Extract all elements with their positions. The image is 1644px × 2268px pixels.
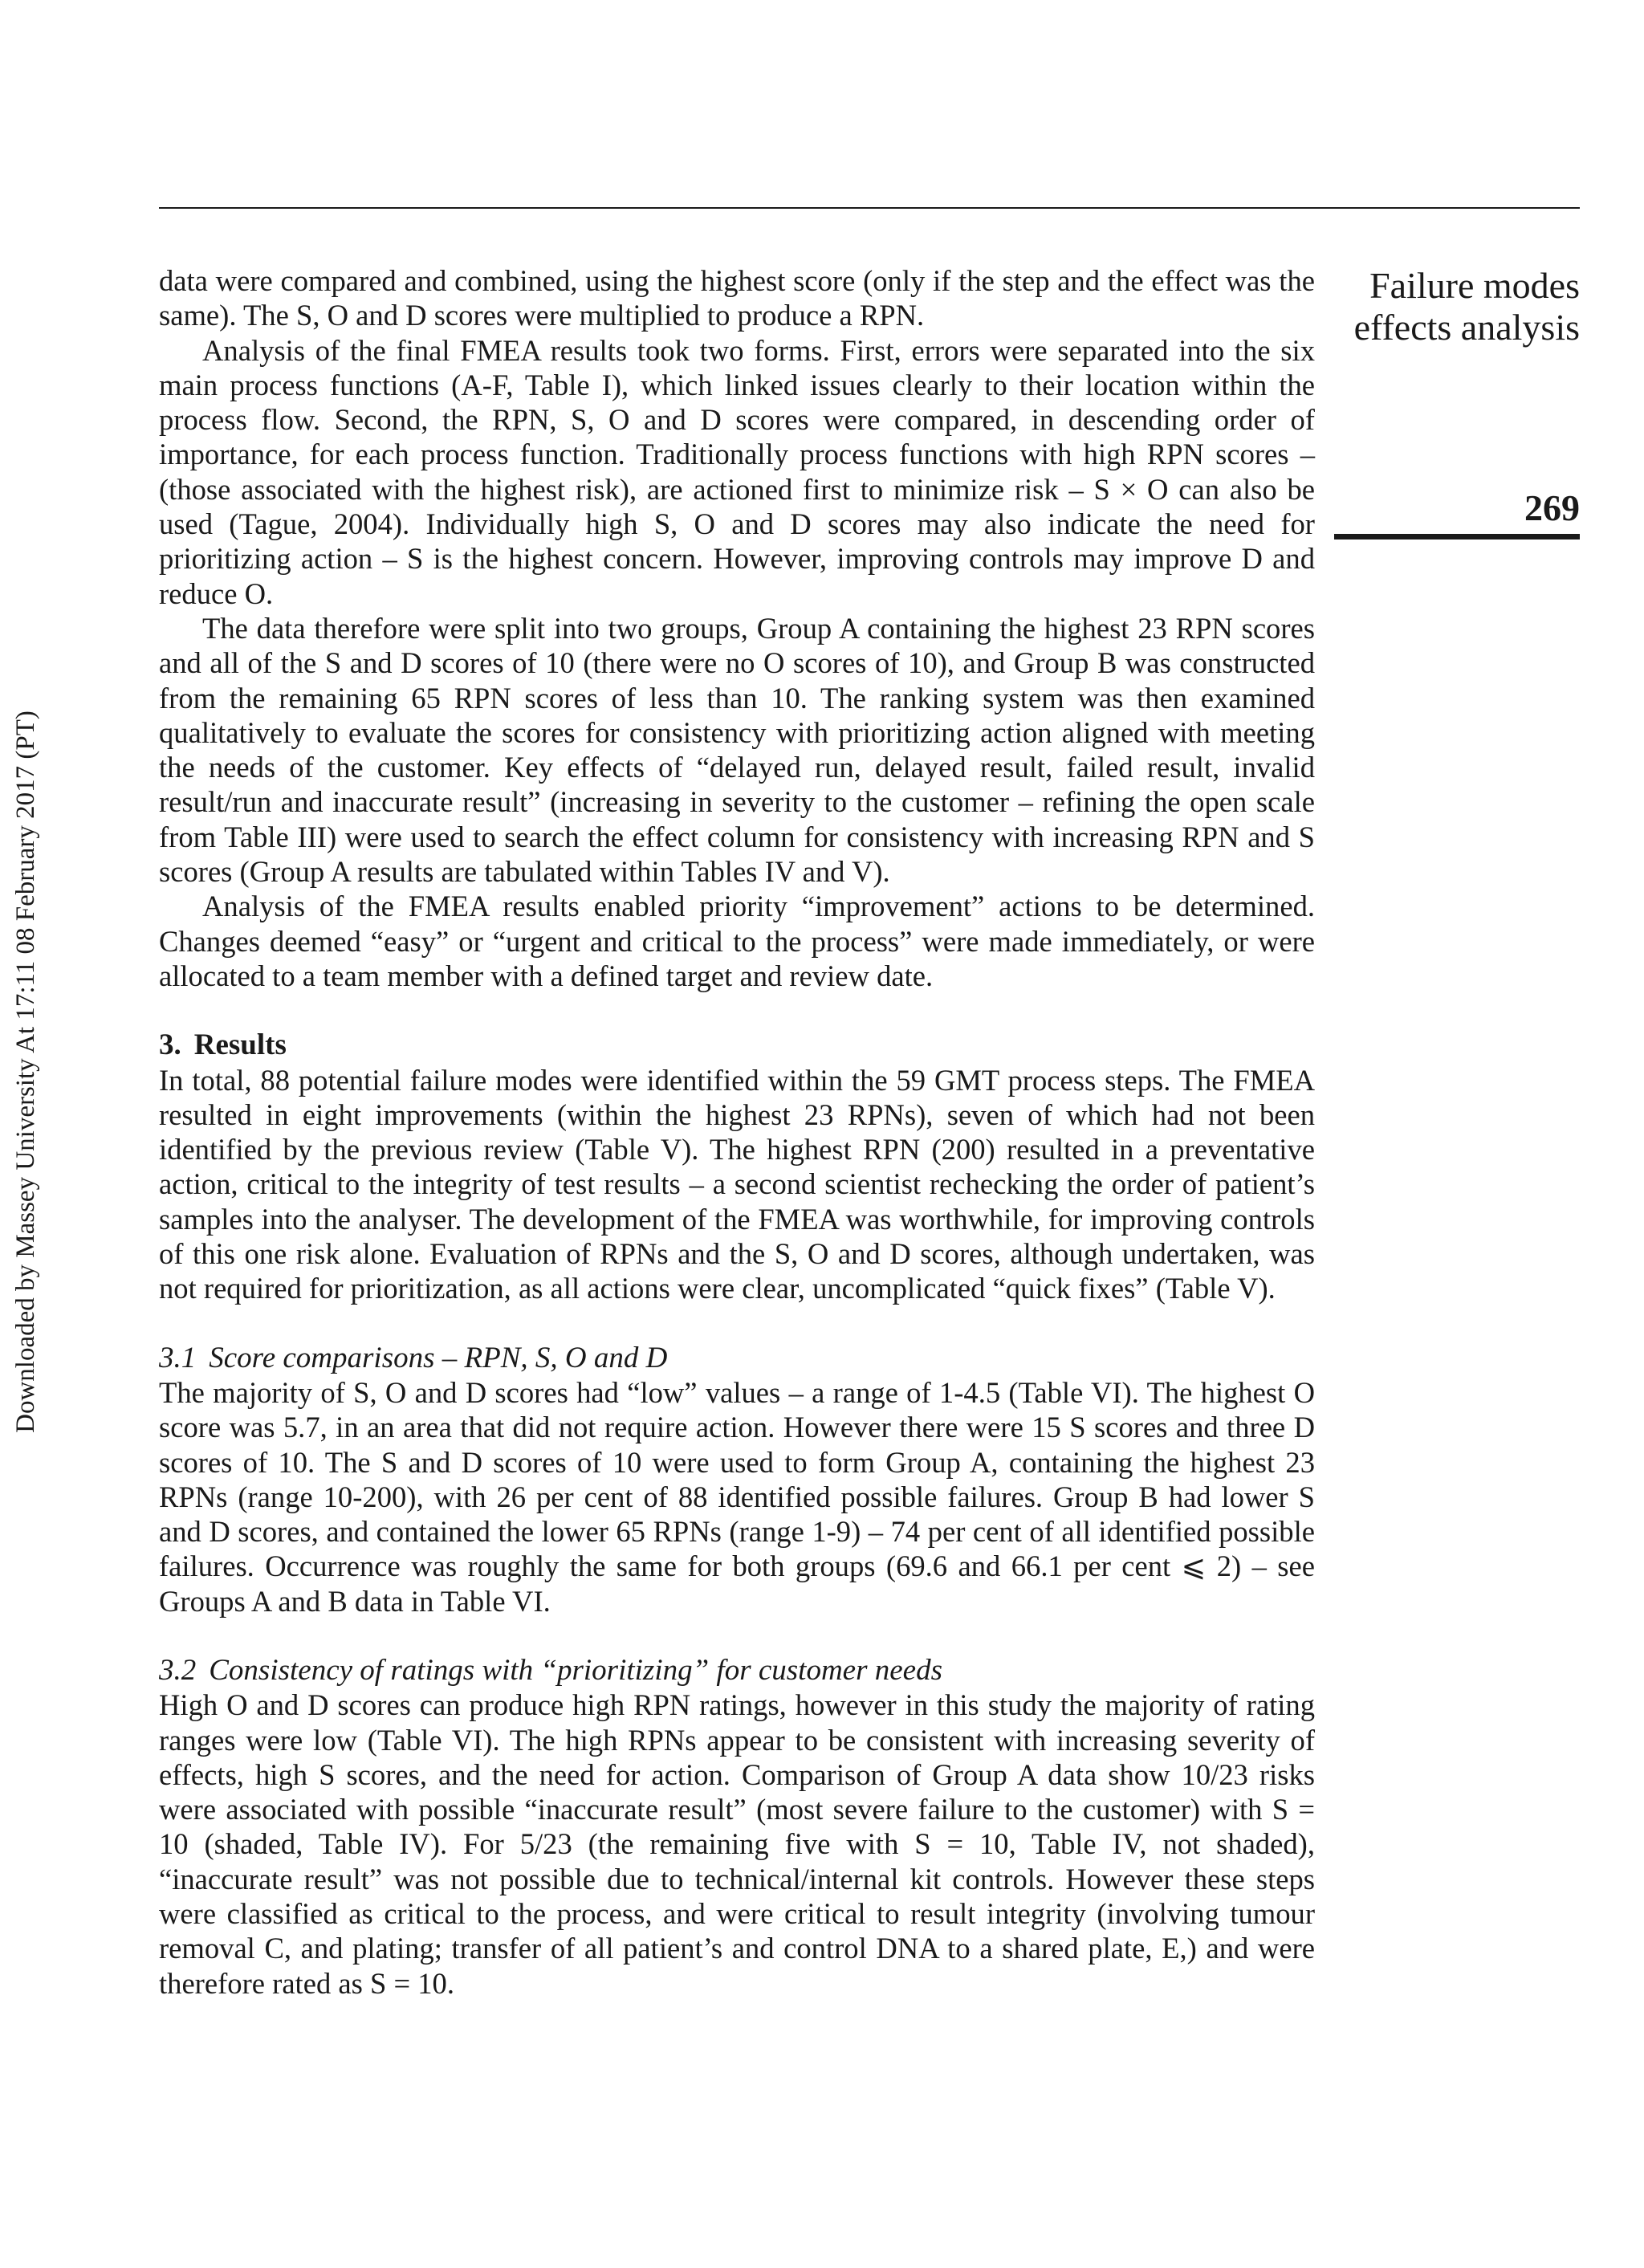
section-number: 3. [159,1028,181,1062]
paragraph-consistency: High O and D scores can produce high RPN ratings, however in this study the majority of rating ranges were low (Table VI). The high RPNs appear to be consistent with increasing severity of effects, high S scores, and the need for action. Comparison of Group A data show 10/23 risks were associated with possible “inaccurate result” (most severe failure to the customer) with S = 10 (shaded, Table IV). For 5/23 (the remaining five with S = 10, Table IV, not shaded), “inaccurate result” was not possible due to technical/internal kit controls. However these steps were classified as critical to the process, and were critical to result integrity (involving tumour removal C, and plating; transfer of all patient’s and control DNA to a shared plate, E,) and were therefore rated as S = 10. [159,1688,1315,2000]
section-title: Results [193,1028,287,1062]
paragraph-results: In total, 88 potential failure modes were identified within the 59 GMT process steps. The FMEA resulted in eight improvements (within the highest 23 RPNs), seven of which had not been identified by the previous review (Table V). The highest RPN (200) resulted in a preventative action, critical to the integrity of test results – a second scientist rechecking the order of patient’s samples into the analyser. The development of the FMEA was worthwhile, for improving controls of this one risk alone. Evaluation of RPNs and the S, O and D scores, although undertaken, was not required for prioritization, as all actions were clear, uncomplicated “quick fixes” (Table V). [159,1063,1315,1305]
page-number: 269 [1524,487,1580,528]
running-head-line-2: effects analysis [1353,307,1580,348]
header-rule [159,207,1580,209]
article-body [159,263,1315,2001]
paragraph-analysis: Analysis of the final FMEA results took two forms. First, errors were separated into the six main process functions (A-F, Table I), which linked issues clearly to their location within the process flow. Second, the RPN, S, O and D scores were compared, in descending order of importance, for each process function. Traditionally process functions with high RPN scores – (those associated with the highest risk), are actioned first to minimize risk – S × O can also be used (Tague, 2004). Individually high S, O and D scores may also indicate the need for prioritizing action – S is the highest concern. However, improving controls may improve D and reduce O. [159,333,1315,610]
section-heading-results [159,1028,1315,1062]
subsection-heading-consistency [159,1653,1315,1688]
paragraph-improvements: Analysis of the FMEA results enabled priority “improvement” actions to be determined. Changes deemed “easy” or “urgent and critical to the process” were made immediately, or were allocated to a team member with a defined target and review date. [159,890,1315,992]
subsection-title: Score comparisons – RPN, S, O and D [209,1341,668,1374]
paragraph-groups: The data therefore were split into two groups, Group A containing the highest 23 RPN scores and all of the S and D scores of 10 (there were no O scores of 10), and Group B was constructed from the remaining 65 RPN scores of less than 10. The ranking system was then examined qualitatively to evaluate the scores for consistency with prioritizing action aligned with meeting the needs of the customer. Key effects of “delayed run, delayed result, failed result, invalid result/run and inaccurate result” (increasing in severity to the customer – refining the open scale from Table III) were used to search the effect column for consistency with increasing RPN and S scores (Group A results are tabulated within Tables IV and V). [159,611,1315,889]
paragraph-continued: data were compared and combined, using the highest score (only if the step and the effect was the same). The S, O and D scores were multiplied to produce a RPN. [159,264,1315,332]
subsection-title: Consistency of ratings with “prioritizing” for customer needs [209,1653,942,1687]
page-number-rule [1334,534,1580,540]
running-head [1316,265,1580,348]
subsection-heading-score-comparisons [159,1341,1315,1375]
paragraph-score-comparisons: The majority of S, O and D scores had “low” values – a range of 1-4.5 (Table VI). The highest O score was 5.7, in an area that did not require action. However there were 15 S scores and three D scores of 10. The S and D scores of 10 were used to form Group A, containing the highest 23 RPNs (range 10-200), with 26 per cent of 88 identified possible failures. Group B had lower S and D scores, and contained the lower 65 RPNs (range 1-9) – 74 per cent of all identified possible failures. Occurrence was roughly the same for both groups (69.6 and 66.1 per cent ⩽ 2) – see Groups A and B data in Table VI. [159,1375,1315,1618]
subsection-number: 3.1 [159,1341,197,1374]
running-head-line-1: Failure modes [1369,265,1580,306]
subsection-number: 3.2 [159,1653,197,1687]
download-notice: Downloaded by Massey University At 17:11 08 February 2017 (PT) [11,711,40,1433]
